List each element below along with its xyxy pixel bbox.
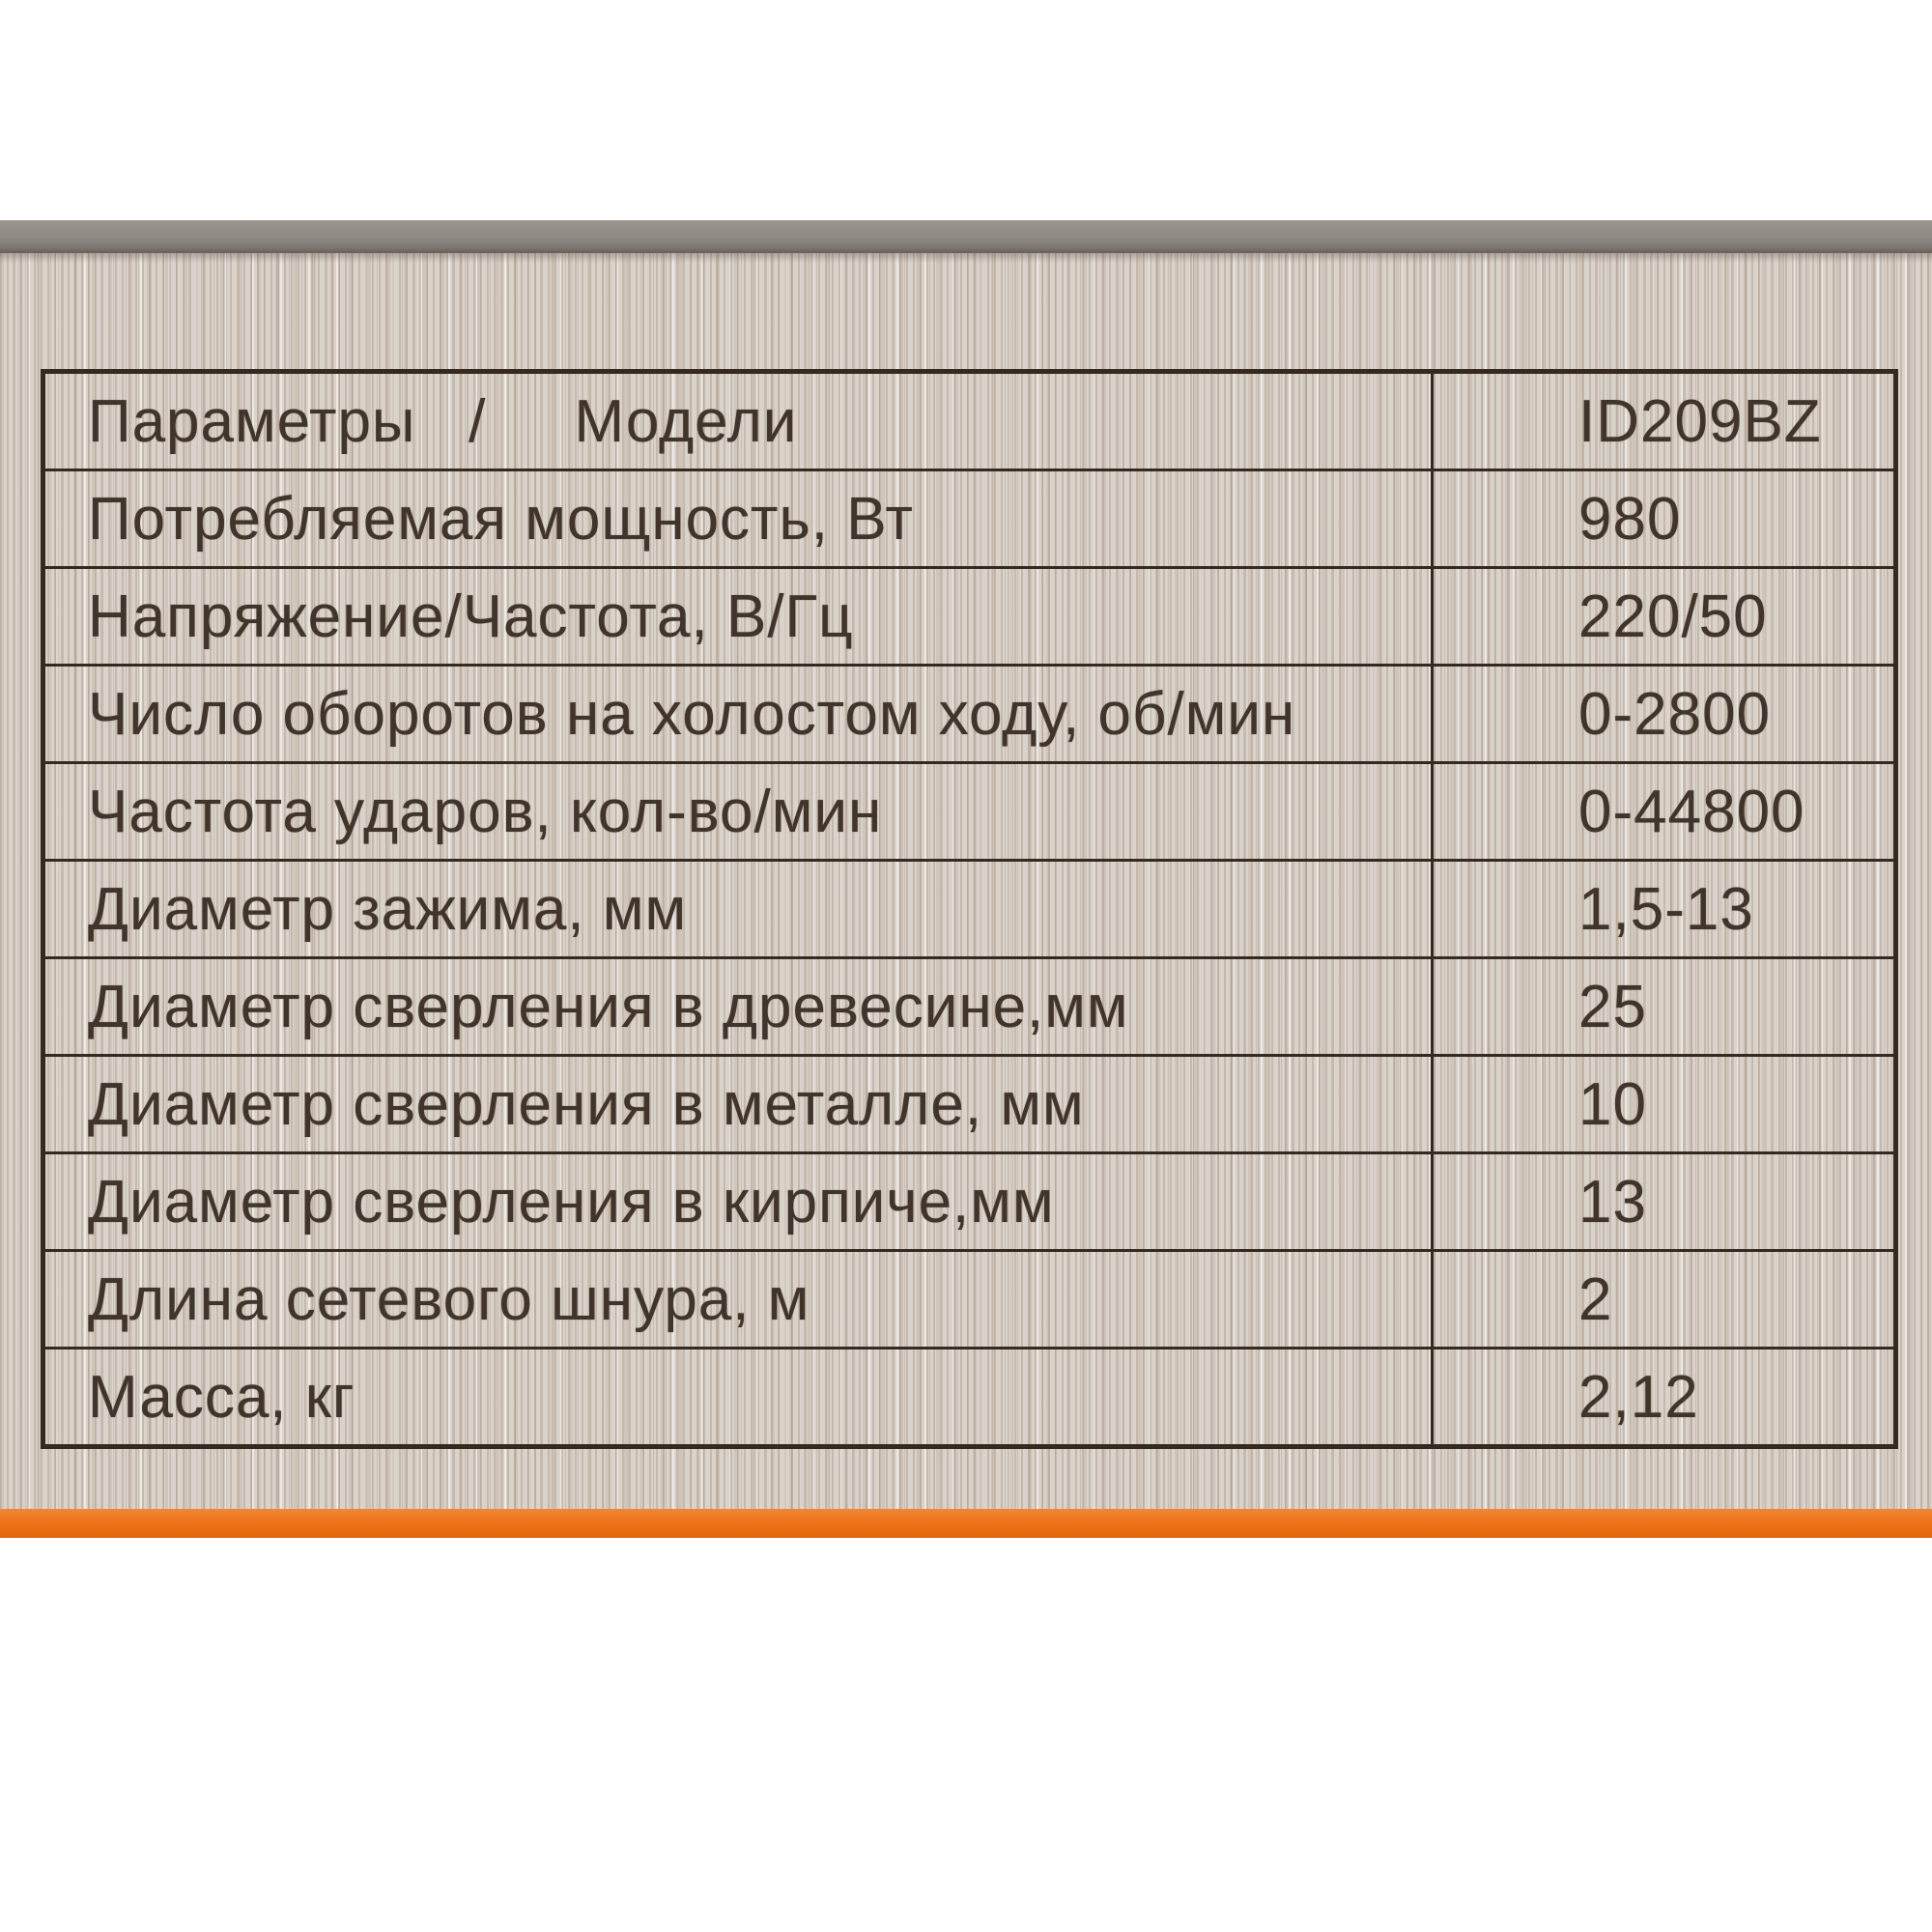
table-row (43, 1349, 1896, 1447)
table-row (43, 470, 1896, 568)
table-row (43, 1251, 1896, 1349)
table-row-header (43, 372, 1896, 470)
table-row (43, 1153, 1896, 1251)
spec-value: 25 (1433, 958, 1896, 1056)
table-row (43, 568, 1896, 666)
spec-label: Параметры / Модели (43, 372, 1433, 470)
spec-label: Диаметр зажима, мм (43, 861, 1433, 958)
spec-value: 1,5-13 (1433, 861, 1896, 958)
table-row (43, 763, 1896, 861)
spec-label: Длина сетевого шнура, м (43, 1251, 1433, 1349)
spec-value: 10 (1433, 1056, 1896, 1153)
spec-label: Потребляемая мощность, Вт (43, 470, 1433, 568)
orange-design-stripe (0, 1509, 1932, 1538)
specifications-table (41, 369, 1898, 1449)
spec-label: Диаметр сверления в кирпиче,мм (43, 1153, 1433, 1251)
spec-value: 2,12 (1433, 1349, 1896, 1447)
spec-label: Напряжение/Частота, В/Гц (43, 568, 1433, 666)
table-row (43, 1056, 1896, 1153)
spec-label: Диаметр сверления в древесине,мм (43, 958, 1433, 1056)
table-row (43, 958, 1896, 1056)
spec-value: 2 (1433, 1251, 1896, 1349)
spec-label: Частота ударов, кол-во/мин (43, 763, 1433, 861)
table-row (43, 666, 1896, 763)
box-top-edge-band (0, 220, 1932, 253)
spec-value: 220/50 (1433, 568, 1896, 666)
spec-value: 0-44800 (1433, 763, 1896, 861)
spec-value: ID209BZ (1433, 372, 1896, 470)
spec-label: Число оборотов на холостом ходу, об/мин (43, 666, 1433, 763)
spec-label: Масса, кг (43, 1349, 1433, 1447)
spec-label: Диаметр сверления в металле, мм (43, 1056, 1433, 1153)
spec-value: 13 (1433, 1153, 1896, 1251)
table-row (43, 861, 1896, 958)
spec-value: 980 (1433, 470, 1896, 568)
spec-value: 0-2800 (1433, 666, 1896, 763)
